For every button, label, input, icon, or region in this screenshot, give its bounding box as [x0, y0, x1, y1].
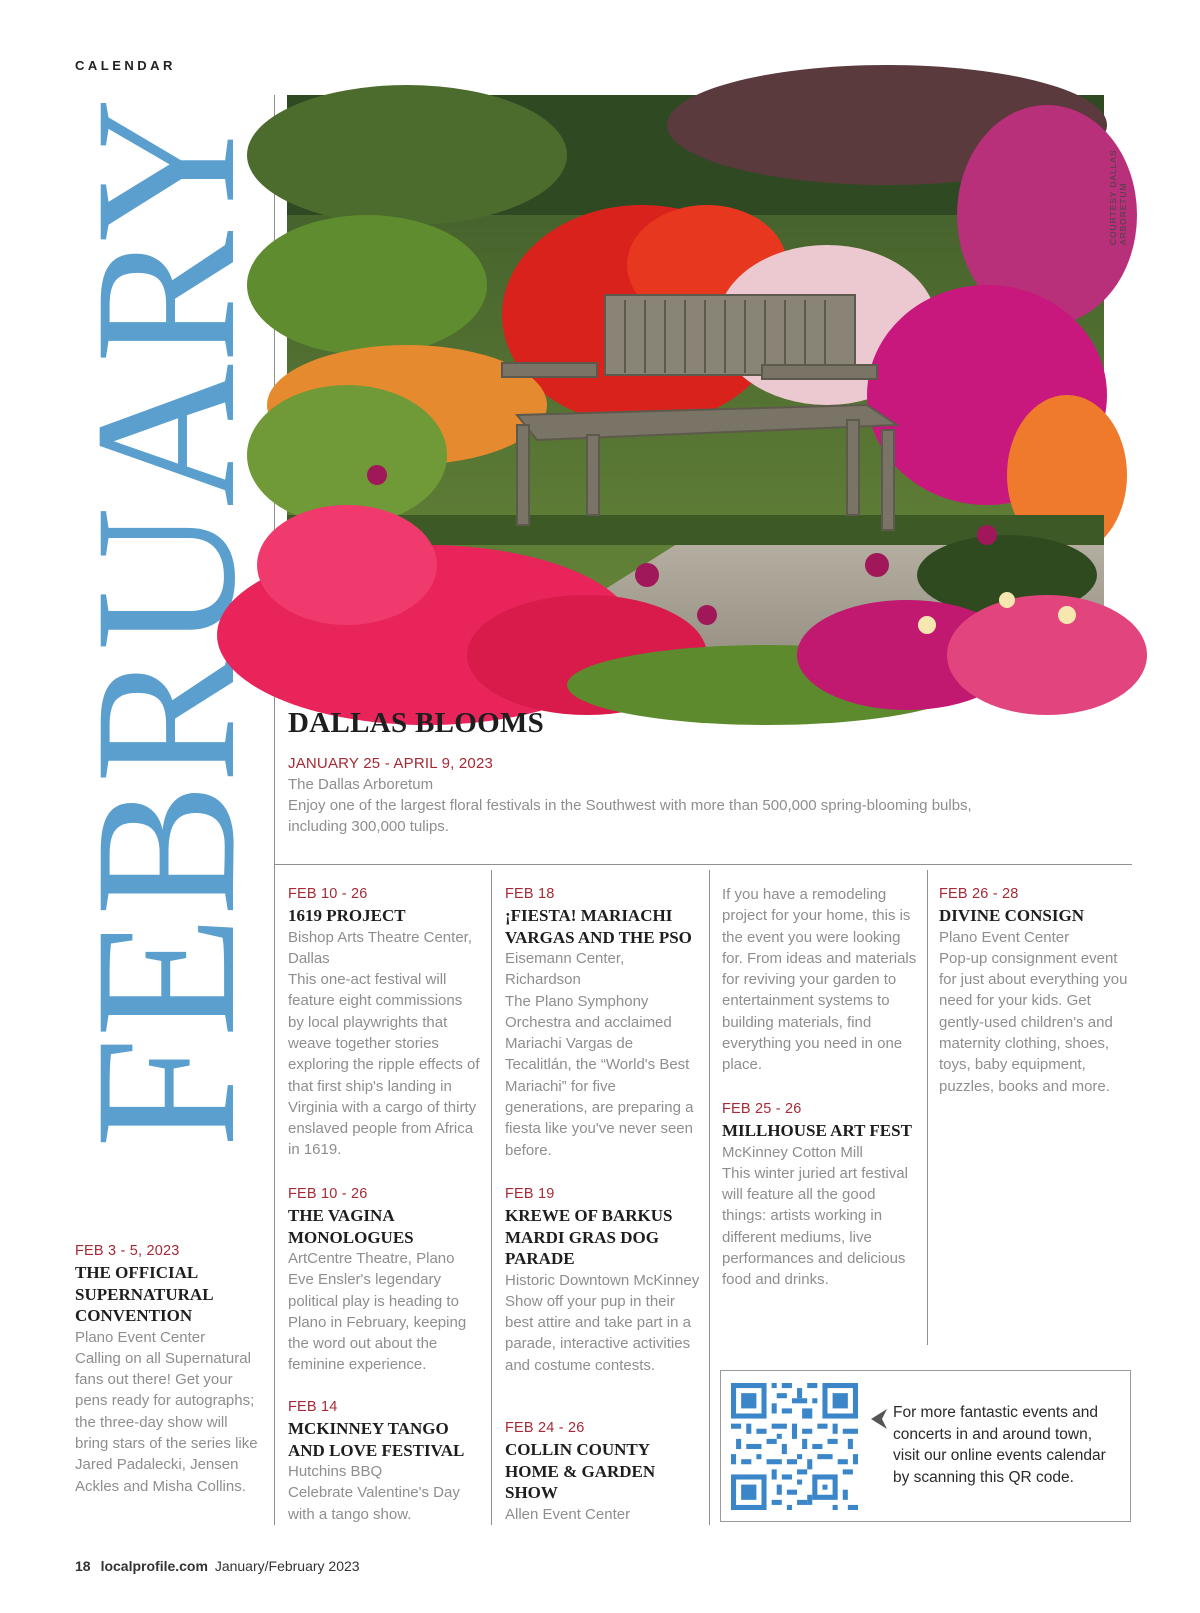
event-date: FEB 25 - 26: [722, 1101, 802, 1117]
footer-site[interactable]: localprofile.com: [100, 1558, 208, 1574]
page-footer: [75, 1558, 360, 1574]
event-home-garden-show-continued: [722, 884, 917, 1076]
feature-venue: The Dallas Arboretum: [288, 775, 434, 793]
column-rule-4: [927, 870, 928, 1345]
qr-callout-text: For more fantastic events and concerts in and around town, visit our online events calendar by scanning this QR code.: [893, 1404, 1106, 1486]
event-description: Eve Ensler's legendary political play is heading to Plano in February, keeping the word out about the feminine experience.: [288, 1271, 467, 1374]
event-venue: Plano Event Center: [939, 928, 1070, 946]
qr-code-icon[interactable]: [731, 1383, 858, 1510]
event-title: MCKINNEY TANGO AND LOVE FESTIVAL: [288, 1419, 465, 1460]
pointer-arrow-icon: [871, 1409, 887, 1429]
event-date: FEB 3 - 5, 2023: [75, 1243, 180, 1259]
event-title: THE VAGINA MONOLOGUES: [288, 1206, 414, 1247]
event-venue: McKinney Cotton Mill: [722, 1143, 863, 1161]
event-venue: Eisemann Center, Richardson: [505, 950, 625, 989]
event-title: DIVINE CONSIGN: [939, 906, 1084, 925]
feature-bottom-rule: [274, 864, 1132, 865]
event-venue: Bishop Arts Theatre Center, Dallas: [288, 928, 472, 967]
event-fiesta-mariachi: [505, 884, 701, 1161]
event-date: FEB 26 - 28: [939, 886, 1019, 902]
photo-credit: COURTESY DALLAS ARBORETUM: [1108, 149, 1128, 245]
month-word-text: FEBRUARY: [53, 81, 277, 1148]
event-title: ¡FIESTA! MARIACHI VARGAS AND THE PSO: [505, 906, 692, 947]
event-description: Calling on all Supernatural fans out there! Get your pens ready for autographs; the three-day show will bring stars of the series like Jared Padalecki, Jensen Ackles and Misha Collins.: [75, 1349, 258, 1495]
event-title: THE OFFICIAL SUPERNATURAL CONVENTION: [75, 1263, 213, 1325]
feature-description: Enjoy one of the largest floral festivals in the Southwest with more than 500,000 spring-blooming bulbs, including 300,000 tulips.: [288, 796, 972, 835]
event-title: KREWE OF BARKUS MARDI GRAS DOG PARADE: [505, 1206, 673, 1268]
event-vagina-monologues: [288, 1184, 482, 1376]
event-description: This winter juried art festival will feature all the good things: artists working in different mediums, live performances and delicious food and drinks.: [722, 1164, 908, 1289]
event-date: FEB 10 - 26: [288, 886, 368, 902]
event-date: FEB 19: [505, 1186, 555, 1202]
event-date: FEB 14: [288, 1399, 338, 1415]
event-title: MILLHOUSE ART FEST: [722, 1121, 912, 1140]
event-venue: Hutchins BBQ: [288, 1463, 383, 1480]
event-venue: Historic Downtown McKinney: [505, 1271, 700, 1289]
event-description: The Plano Symphony Orchestra and acclaimed Mariachi Vargas de Tecalitlán, the “World's Best Mariachi” for five generations, are preparing a fiesta like you've never seen before.: [505, 992, 694, 1159]
event-description: This one-act festival will feature eight commissions by local playwrights that weave together stories exploring the ripple effects of that first ship's landing in Virginia with a cargo of thirty enslaved people from Africa in 1619.: [288, 971, 480, 1159]
event-description: Pop-up consignment event for just about everything you need for your kids. Get gently-used children's and maternity clothing, shoes, toys, baby equipment, puzzles, books and more.: [939, 949, 1128, 1095]
column-rule-3: [709, 870, 710, 1525]
event-supernatural: [75, 1241, 265, 1497]
event-title: 1619 PROJECT: [288, 906, 406, 925]
event-date: FEB 18: [505, 886, 555, 902]
feature-event: [288, 706, 978, 837]
event-date: FEB 10 - 26: [288, 1186, 368, 1202]
hero-photo: [287, 95, 1104, 695]
page-number: 18: [75, 1558, 91, 1574]
month-word: [53, 81, 277, 1150]
event-venue: Allen Event Center: [505, 1505, 631, 1523]
event-title: COLLIN COUNTY HOME & GARDEN SHOW: [505, 1440, 656, 1502]
event-description: Celebrate Valentine's Day with a tango show.: [288, 1484, 460, 1523]
event-description: If you have a remodeling project for your home, this is the event you were looking for. From ideas and materials for reviving your garden to entertainment systems to building materials, find everything you need in one place.: [722, 886, 917, 1074]
event-1619-project: [288, 884, 482, 1161]
feature-date: JANUARY 25 - APRIL 9, 2023: [288, 754, 494, 772]
event-krewe-of-barkus: [505, 1184, 701, 1376]
qr-callout: [720, 1370, 1131, 1522]
footer-issue: January/February 2023: [214, 1558, 360, 1574]
event-divine-consign: [939, 884, 1133, 1097]
event-home-garden-show: [505, 1418, 701, 1525]
feature-title: DALLAS BLOOMS: [288, 707, 545, 739]
event-tango-festival: [288, 1397, 482, 1525]
section-label: CALENDAR: [75, 58, 176, 73]
event-millhouse-art-fest: [722, 1099, 917, 1291]
event-venue: Plano Event Center: [75, 1328, 206, 1346]
event-date: FEB 24 - 26: [505, 1420, 585, 1436]
event-description: Show off your pup in their best attire and take part in a parade, interactive activities and costume contests.: [505, 1292, 691, 1374]
event-venue: ArtCentre Theatre, Plano: [288, 1250, 455, 1267]
column-rule-2: [491, 870, 492, 1525]
